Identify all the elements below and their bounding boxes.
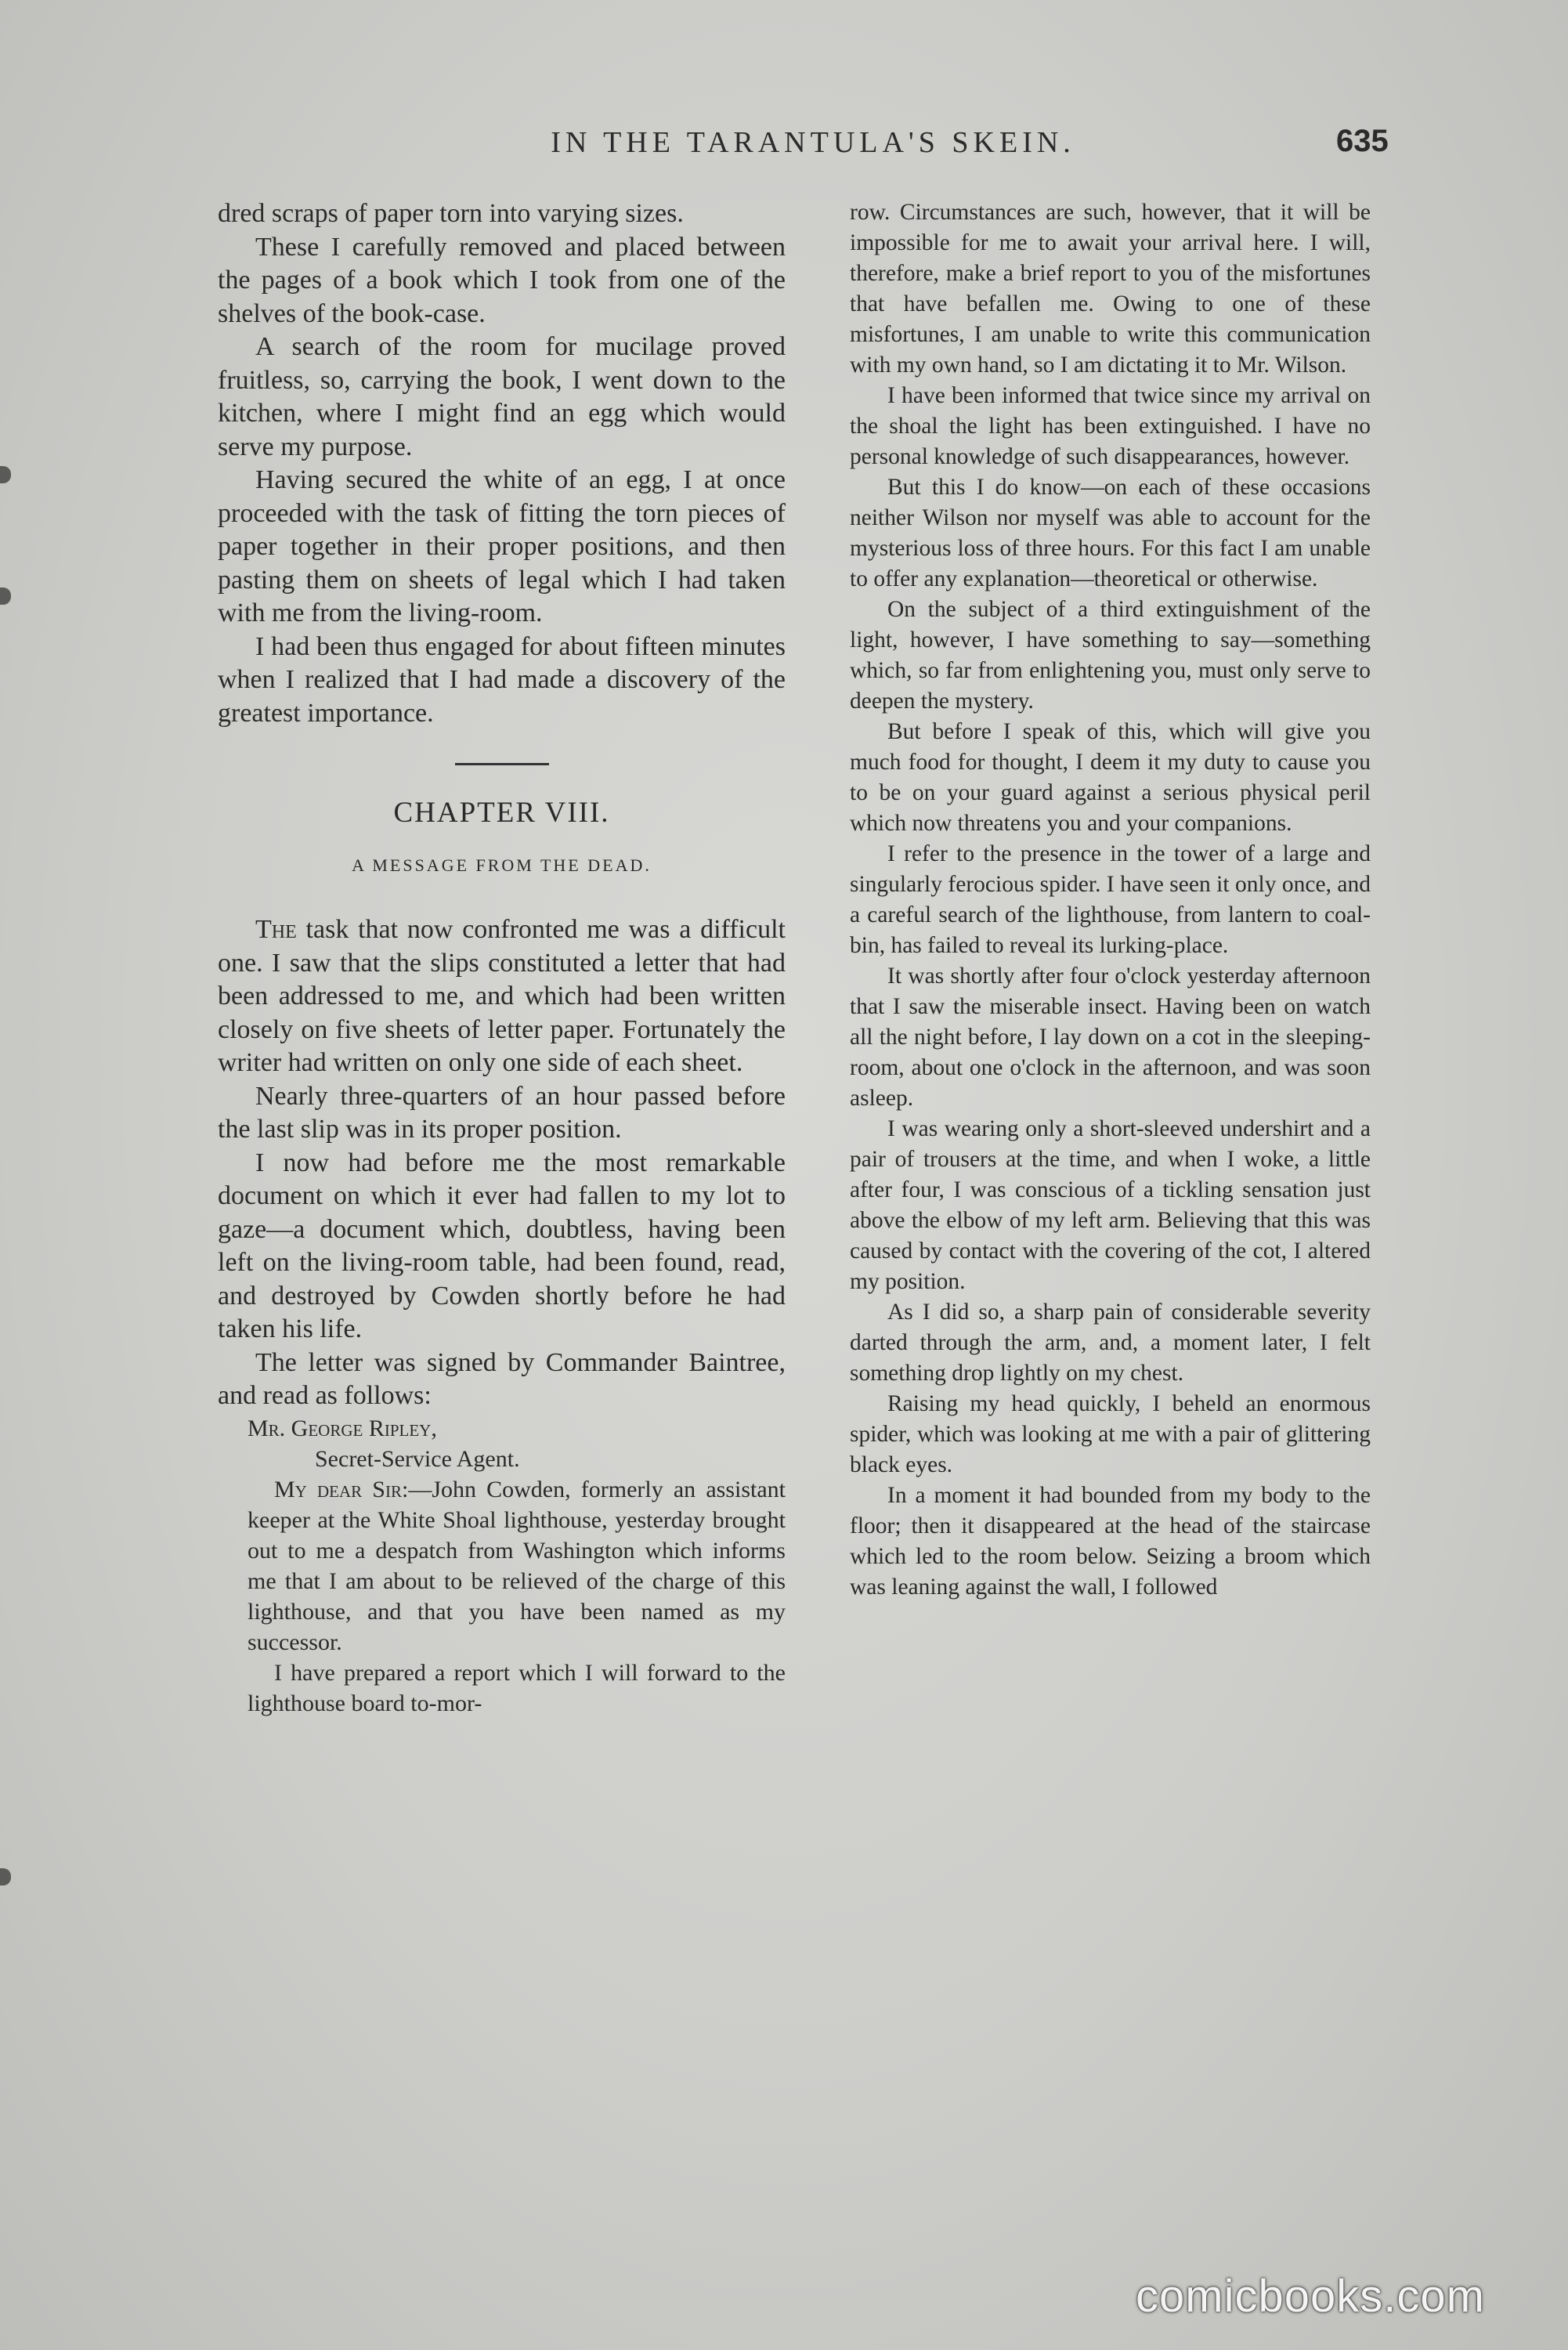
chapter-title: CHAPTER VIII.: [393, 797, 610, 829]
paragraph: As I did so, a sharp pain of considerable severity darted through the arm, and, a moment later, I felt something drop lightly on my chest.: [850, 1300, 1371, 1386]
paragraph: Nearly three-quarters of an hour passed before the last slip was in its proper position.: [218, 1081, 786, 1144]
paragraph: But before I speak of this, which will give you much food for thought, I deem it my duty to cause you to be on your guard against a serious physical peril which now threatens you and your companions.: [850, 719, 1371, 836]
paragraph: I now had before me the most remarkable document on which it ever had fallen to my lot to gaze—a document which, doubtless, having been left on the living-room table, had been found, read, and destroyed by Cowden shortly before he had taken his life.: [218, 1148, 786, 1343]
paragraph: Having secured the white of an egg, I at once proceeded with the task of fitting the torn pieces of paper together in their proper positions, and then pasting them on sheets of legal which I had taken with me from the living-room.: [218, 465, 786, 627]
binding-hole: [0, 1868, 11, 1885]
paragraph: I was wearing only a short-sleeved undershirt and a pair of trousers at the time, and when I woke, a little after four, I was conscious of a tickling sensation just above the elbow of my left arm. Believing that this was caused by contact with the covering of the cot, I altered my position.: [850, 1116, 1371, 1294]
paragraph: I have been informed that twice since my arrival on the shoal the light has been extinguished. I have no personal knowledge of such disappearances, however.: [850, 383, 1371, 469]
letter-addressee: Mr. George Ripley,: [247, 1415, 437, 1441]
letter-paragraph: [247, 1474, 786, 1658]
paragraph: A search of the room for mucilage proved fruitless, so, carrying the book, I went down to the kitchen, where I might find an egg which would serve my purpose.: [218, 332, 786, 461]
paragraph: On the subject of a third extinguishment of the light, however, I have something to say—something which, so far from enlightening you, must only serve to deepen the mystery.: [850, 597, 1371, 714]
paragraph: In a moment it had bounded from my body to the floor; then it disappeared at the head of the staircase which led to the room below. Seizing a broom which was leaning against the wall, I followed: [850, 1483, 1371, 1600]
paragraph: [218, 913, 786, 1080]
letter-paragraph: I have prepared a report which I will forward to the lighthouse board to-mor-: [247, 1659, 786, 1716]
paragraph: It was shortly after four o'clock yesterday afternoon that I saw the miserable insect. Having been on watch all the night before, I lay down on a cot in the sleeping-room, about one o'clock in the afternoon, and was soon asleep.: [850, 964, 1371, 1111]
paragraph: The letter was signed by Commander Baintree, and read as follows:: [218, 1347, 786, 1410]
embedded-letter: [247, 1413, 786, 1719]
paragraph: These I carefully removed and placed between the pages of a book which I took from one of the shelves of the book-case.: [218, 232, 786, 328]
paragraph: row. Circumstances are such, however, that it will be impossible for me to await your arrival here. I will, therefore, make a brief report to you of the misfortunes that have befallen me. Owing to one of these misfortunes, I am unable to write this communication with my own hand, so I am dictating it to Mr. Wilson.: [850, 200, 1371, 378]
right-column: [850, 197, 1371, 1603]
letter-text: :—John Cowden, formerly an assistant keeper at the White Shoal lighthouse, yesterday brought out to me a despatch from Washington which informs me that I am about to be relieved of the charge of this lighthouse, and that you have been named as my successor.: [247, 1476, 786, 1655]
paragraph: I refer to the presence in the tower of a large and singularly ferocious spider. I have seen it only once, and a careful search of the lighthouse, from lantern to coal-bin, has failed to reveal its lurking-place.: [850, 841, 1371, 958]
paragraph: dred scraps of paper torn into varying sizes.: [218, 199, 684, 228]
paragraph: I had been thus engaged for about fifteen minutes when I realized that I had made a discovery of the greatest importance.: [218, 631, 786, 728]
paragraph: Raising my head quickly, I beheld an enormous spider, which was looking at me with a pair of glittering black eyes.: [850, 1391, 1371, 1477]
chapter-subtitle: A MESSAGE FROM THE DEAD.: [352, 855, 652, 875]
left-column: [218, 197, 786, 1719]
lead-in-word: The: [255, 915, 297, 944]
page-number: 635: [1336, 124, 1389, 158]
binding-hole: [0, 466, 11, 483]
paragraph: But this I do know—on each of these occasions neither Wilson nor myself was able to account for the mysterious loss of three hours. For this fact I am unable to offer any explanation—theoretical or otherwise.: [850, 475, 1371, 591]
page-header: [0, 125, 1568, 172]
section-divider: [455, 763, 549, 765]
site-watermark: comicbooks.com: [1136, 2271, 1485, 2322]
binding-hole: [0, 588, 11, 605]
running-title: IN THE TARANTULA'S SKEIN.: [551, 126, 1075, 159]
letter-addressee-title: Secret-Service Agent.: [315, 1445, 520, 1472]
paragraph-text: task that now confronted me was a difficult one. I saw that the slips constituted a letter that had been addressed to me, and which had been written closely on five sheets of letter paper. Fortunately the writer had written on only one side of each sheet.: [218, 915, 786, 1077]
letter-salutation: My dear Sir: [274, 1476, 402, 1502]
